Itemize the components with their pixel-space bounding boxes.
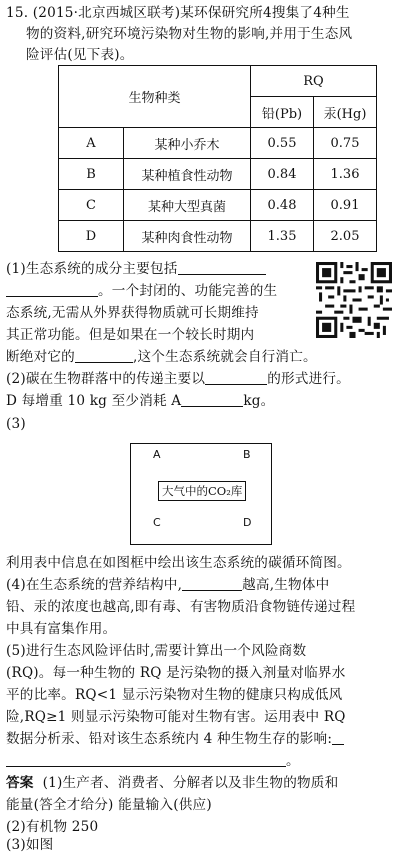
- question-number: 15.: [6, 5, 29, 21]
- part5-line3: 平的比率。RQ<1 显示污染物对生物的健康只构成低风: [6, 687, 343, 703]
- rq-table: [58, 65, 377, 252]
- part1-text: ,这个生态系统就会自行消亡。: [132, 349, 317, 365]
- question-intro-line3: 险评估(见下表)。: [26, 47, 134, 63]
- part1-text: (1)生态系统的成分主要包括: [6, 261, 178, 277]
- part1-text: 。一个封闭的、功能完善的生: [98, 283, 278, 299]
- table-header-hg: 汞(Hg): [314, 97, 377, 128]
- part5-line4: 险,RQ≥1 则显示污染物可能对生物有害。运用表中 RQ: [6, 709, 346, 725]
- answer-blank[interactable]: [181, 392, 243, 407]
- diagram-atmosphere-co2: 大气中的CO₂库: [158, 481, 246, 501]
- table-row: [59, 128, 377, 159]
- table-cell-name: 某种小乔木: [124, 128, 251, 159]
- part2-line2: [6, 390, 398, 412]
- table-cell-pb: 0.84: [251, 159, 314, 190]
- table-cell-hg: 0.91: [314, 190, 377, 221]
- part2-text: 的形式进行。: [267, 371, 350, 387]
- question-intro-line2: 物的资料,研究环境污染物对生物的影响,并用于生态风: [26, 26, 353, 42]
- part5-line2: (RQ)。每一种生物的 RQ 是污染物的摄入剂量对临界水: [6, 665, 346, 681]
- part1-line3: 态系统,无需从外界获得物质就可长期维持: [6, 305, 259, 321]
- answer-line1: [6, 772, 398, 794]
- answer-blank[interactable]: [75, 348, 133, 363]
- part2-text: kg。: [243, 393, 275, 409]
- part2-line1: [6, 368, 398, 390]
- part3-label: (3): [6, 416, 26, 432]
- table-cell-hg: 0.75: [314, 128, 377, 159]
- part5-text: 数据分析汞、铅对该生态系统内 4 种生物生存的影响:: [6, 731, 333, 747]
- table-cell-pb: 1.35: [251, 221, 314, 252]
- carbon-cycle-diagram[interactable]: [130, 443, 272, 545]
- question-intro-line1: [6, 2, 398, 24]
- diagram-node-d: D: [243, 516, 252, 529]
- part5-line6: [6, 750, 398, 772]
- table-cell-hg: 1.36: [314, 159, 377, 190]
- part3-line1: 利用表中信息在如图框中绘出该生态系统的碳循环简图。: [6, 555, 351, 571]
- part1-line4: 其正常功能。但是如果在一个较长时期内: [6, 327, 255, 343]
- part4-text: 越高,生物体中: [242, 577, 330, 593]
- table-row: [59, 190, 377, 221]
- answer-blank[interactable]: [205, 370, 267, 385]
- part4-line3: 中具有富集作用。: [6, 621, 117, 637]
- answer-text: (1)生产者、消费者、分解者以及非生物的物质和: [42, 775, 339, 791]
- part1-text: 断绝对它的: [6, 349, 75, 365]
- table-cell-name: 某种植食性动物: [124, 159, 251, 190]
- diagram-node-c: C: [153, 516, 161, 529]
- table-cell-id: C: [59, 190, 124, 221]
- part5-text: 。: [286, 753, 300, 769]
- table-cell-hg: 2.05: [314, 221, 377, 252]
- table-header-species: 生物种类: [59, 66, 251, 128]
- part5-line1: (5)进行生态风险评估时,需要计算出一个风险商数: [6, 643, 307, 659]
- part4-line2: 铅、汞的浓度也越高,即有毒、有害物质沿食物链传递过程: [6, 599, 356, 615]
- answer-blank[interactable]: [332, 730, 344, 745]
- diagram-node-b: B: [243, 448, 251, 461]
- part2-text: D 每增重 10 kg 至少消耗 A: [6, 393, 182, 409]
- part1-line5: [6, 346, 398, 368]
- part2-text: (2)碳在生物群落中的传递主要以: [6, 371, 206, 387]
- table-cell-id: D: [59, 221, 124, 252]
- answer-blank[interactable]: [182, 576, 242, 591]
- answer-line4: (3)如图: [6, 837, 54, 853]
- part4-line1: [6, 574, 398, 596]
- answer-blank[interactable]: [6, 752, 286, 767]
- table-row: [59, 221, 377, 252]
- table-cell-pb: 0.48: [251, 190, 314, 221]
- answer-line3: (2)有机物 250: [6, 819, 99, 835]
- table-header-pb: 铅(Pb): [251, 97, 314, 128]
- qr-code-icon: [316, 262, 392, 338]
- answer-label: 答案: [6, 775, 34, 791]
- diagram-node-a: A: [153, 448, 161, 461]
- part4-text: (4)在生态系统的营养结构中,: [6, 577, 183, 593]
- answer-blank[interactable]: [6, 282, 98, 297]
- table-cell-name: 某种肉食性动物: [124, 221, 251, 252]
- table-cell-pb: 0.55: [251, 128, 314, 159]
- table-header-rq: RQ: [251, 66, 377, 97]
- table-cell-id: B: [59, 159, 124, 190]
- answer-line2: 能量(答全才给分) 能量输入(供应): [6, 797, 212, 813]
- question-intro-text: (2015·北京西城区联考)某环保研究所4搜集了4种生: [32, 5, 350, 21]
- answer-blank[interactable]: [178, 260, 266, 275]
- table-row: [59, 159, 377, 190]
- table-cell-name: 某种大型真菌: [124, 190, 251, 221]
- table-cell-id: A: [59, 128, 124, 159]
- part5-line5: [6, 728, 398, 750]
